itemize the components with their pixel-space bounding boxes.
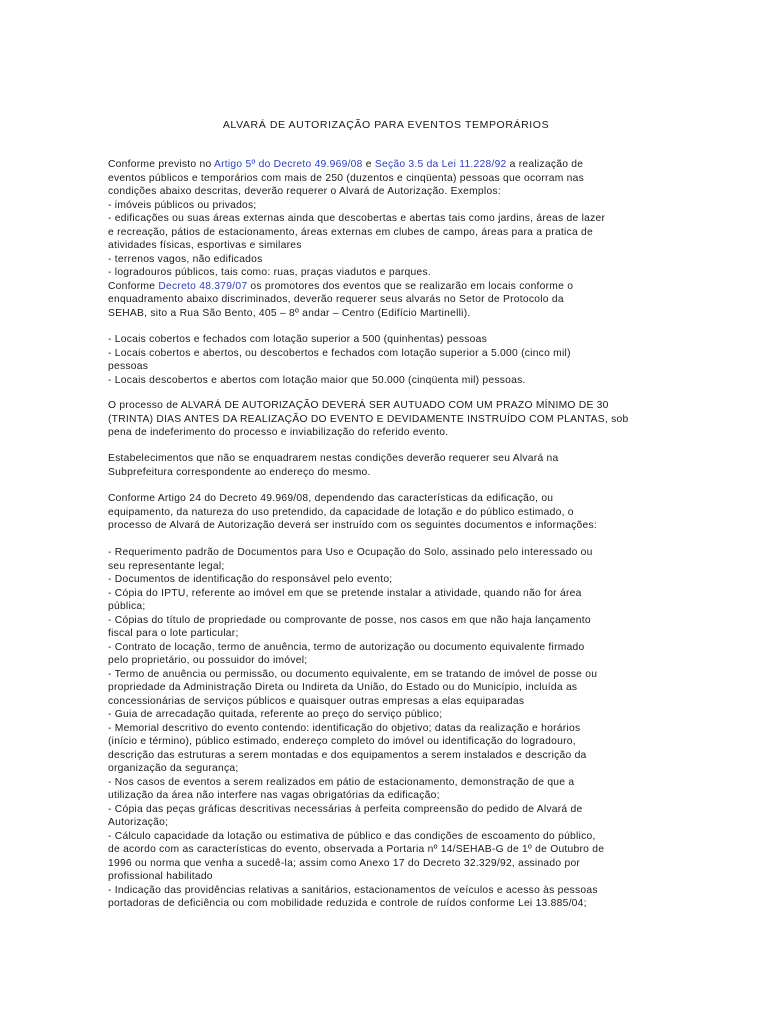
list-item: - Guia de arrecadação quitada, referente ao preço do serviço público; — [108, 709, 443, 720]
text-line: - imóveis públicos ou privados; — [108, 199, 257, 211]
conforme-line: Conforme Decreto 48.379/07 os promotores dos eventos que se realizarão em locais conforme o — [108, 280, 574, 292]
list-item: seu representante legal; — [108, 560, 225, 572]
text-line: SEHAB, sito a Rua São Bento, 405 – 8º andar – Centro (Edifício Martinelli). — [108, 307, 471, 319]
list-item: de acordo com as características do evento, observada a Portaria nº 14/SEHAB-G de 1º de Outubro de — [108, 844, 605, 855]
list-item: pública; — [108, 601, 146, 612]
list-item: Autorização; — [108, 817, 169, 828]
intro-paragraph — [108, 158, 664, 320]
list-item: - Locais descobertos e abertos com lotação maior que 50.000 (cinqüenta mil) pessoas. — [108, 374, 526, 386]
list-item: pessoas — [108, 361, 149, 372]
artigo-24-paragraph — [108, 492, 664, 533]
text-line: atividades físicas, esportivas e similares — [108, 240, 302, 251]
list-item: concessionárias de serviços públicos e quaisquer outras empresas a elas equiparadas — [108, 695, 525, 707]
list-item: utilização da área não interfere nas vagas obrigatórias da edificação; — [108, 790, 440, 801]
text-line: e recreação, pátios de estacionamento, áreas externas em clubes de campo, áreas para a pratica de — [108, 226, 594, 238]
list-item: - Cálculo capacidade da lotação ou estimativa de público e das condições de escoamento do público, — [108, 830, 596, 842]
list-item: - Termo de anuência ou permissão, ou documento equivalente, em se tratando de imóvel de posse ou — [108, 668, 598, 680]
list-item: - Indicação das providências relativas a sanitários, estacionamentos de veículos e acesso às pessoas — [108, 884, 598, 896]
text-line: - edificações ou suas áreas externas ainda que descobertas e abertas tais como jardins, áreas de lazer — [108, 213, 606, 224]
list-item: - Documentos de identificação do responsável pelo evento; — [108, 574, 393, 585]
list-item: - Nos casos de eventos a serem realizados em pátio de estacionamento, demonstração de que a — [108, 776, 575, 788]
text-line: Estabelecimentos que não se enquadrarem nestas condições deverão requerer seu Alvará na — [108, 453, 559, 464]
prazo-paragraph — [108, 399, 664, 440]
text-line: Conforme Artigo 24 do Decreto 49.969/08, dependendo das características da edificação, ou — [108, 493, 554, 504]
list-item: 1996 ou norma que venha a sucedê-la; assim como Anexo 17 do Decreto 32.329/92, assinado por — [108, 857, 581, 869]
list-item: - Requerimento padrão de Documentos para Uso e Ocupação do Solo, assinado pelo interessado ou — [108, 547, 593, 558]
link-decreto-49969[interactable]: Decreto 49.969/08 — [273, 159, 363, 170]
locais-list — [108, 333, 664, 387]
list-item: pelo proprietário, ou possuidor do imóvel; — [108, 655, 308, 666]
list-item: propriedade da Administração Direta ou Indireta da União, do Estado ou do Município, incluída as — [108, 682, 578, 693]
list-item: (início e término), público estimado, endereço completo do imóvel ou identificação do logradouro, — [108, 736, 576, 747]
documentos-list — [108, 546, 664, 911]
list-item: portadoras de deficiência ou com mobilidade reduzida e controle de ruídos conforme Lei 13.885/04; — [108, 898, 587, 909]
document-title: ALVARÁ DE AUTORIZAÇÃO PARA EVENTOS TEMPORÁRIOS — [222, 119, 550, 131]
text-line: condições abaixo descritas, deverão requerer o Alvará de Autorização. Exemplos: — [108, 186, 501, 197]
intro-line-1: Conforme previsto no Artigo 5º do Decreto 49.969/08 e Seção 3.5 da Lei 11.228/92 a realização de — [108, 159, 584, 170]
list-item: fiscal para o lote particular; — [108, 628, 239, 639]
text-line: - logradouros públicos, tais como: ruas, praças viadutos e parques. — [108, 267, 431, 278]
list-item: - Locais cobertos e abertos, ou descobertos e fechados com lotação superior a 5.000 (cinco mil) — [108, 347, 571, 359]
subprefeitura-paragraph — [108, 452, 664, 479]
text-line: equipamento, da natureza do uso pretendido, da capacidade de lotação e do público estimado, o — [108, 506, 574, 518]
text-line: pena de indeferimento do processo e inviabilização do referido evento. — [108, 427, 449, 438]
list-item: descrição das estruturas a serem montadas e dos equipamentos a serem instalados e descrição da — [108, 749, 587, 761]
list-item: profissional habilitado — [108, 871, 213, 882]
text-line: - terrenos vagos, não edificados — [108, 253, 263, 265]
list-item: - Contrato de locação, termo de anuência, termo de autorização ou documento equivalente firmado — [108, 641, 585, 653]
text-line: O processo de ALVARÁ DE AUTORIZAÇÃO DEVERÁ SER AUTUADO COM UM PRAZO MÍNIMO DE 30 — [108, 400, 609, 411]
link-secao-3-5-lei[interactable]: Seção 3.5 da Lei 11.228/92 — [374, 159, 507, 170]
list-item: - Locais cobertos e fechados com lotação superior a 500 (quinhentas) pessoas — [108, 334, 488, 345]
list-item: - Cópia das peças gráficas descritivas necessárias à perfeita compreensão do pedido de Alvará de — [108, 803, 583, 815]
list-item: - Cópias do título de propriedade ou comprovante de posse, nos casos em que não haja lançamento — [108, 614, 591, 626]
link-decreto-48379[interactable]: Decreto 48.379/07 — [158, 280, 248, 292]
link-artigo-5[interactable]: Artigo 5º do — [213, 159, 274, 170]
list-item: - Cópia do IPTU, referente ao imóvel em que se pretende instalar a atividade, quando não for área — [108, 587, 582, 599]
text-line: (TRINTA) DIAS ANTES DA REALIZAÇÃO DO EVENTO E DEVIDAMENTE INSTRUÍDO COM PLANTAS, sob — [108, 413, 629, 425]
list-item: - Memorial descritivo do evento contendo: identificação do objetivo; datas da realização e horários — [108, 722, 581, 734]
text-line: eventos públicos e temporários com mais de 250 (duzentos e cinqüenta) pessoas que ocorram nas — [108, 172, 584, 184]
text-line: Subprefeitura correspondente ao endereço do mesmo. — [108, 466, 371, 478]
list-item: organização da segurança; — [108, 763, 239, 774]
text-line: processo de Alvará de Autorização deverá ser instruído com os seguintes documentos e informações: — [108, 520, 598, 531]
text-line: enquadramento abaixo discriminados, deverão requerer seus alvarás no Setor de Protocolo da — [108, 294, 564, 305]
